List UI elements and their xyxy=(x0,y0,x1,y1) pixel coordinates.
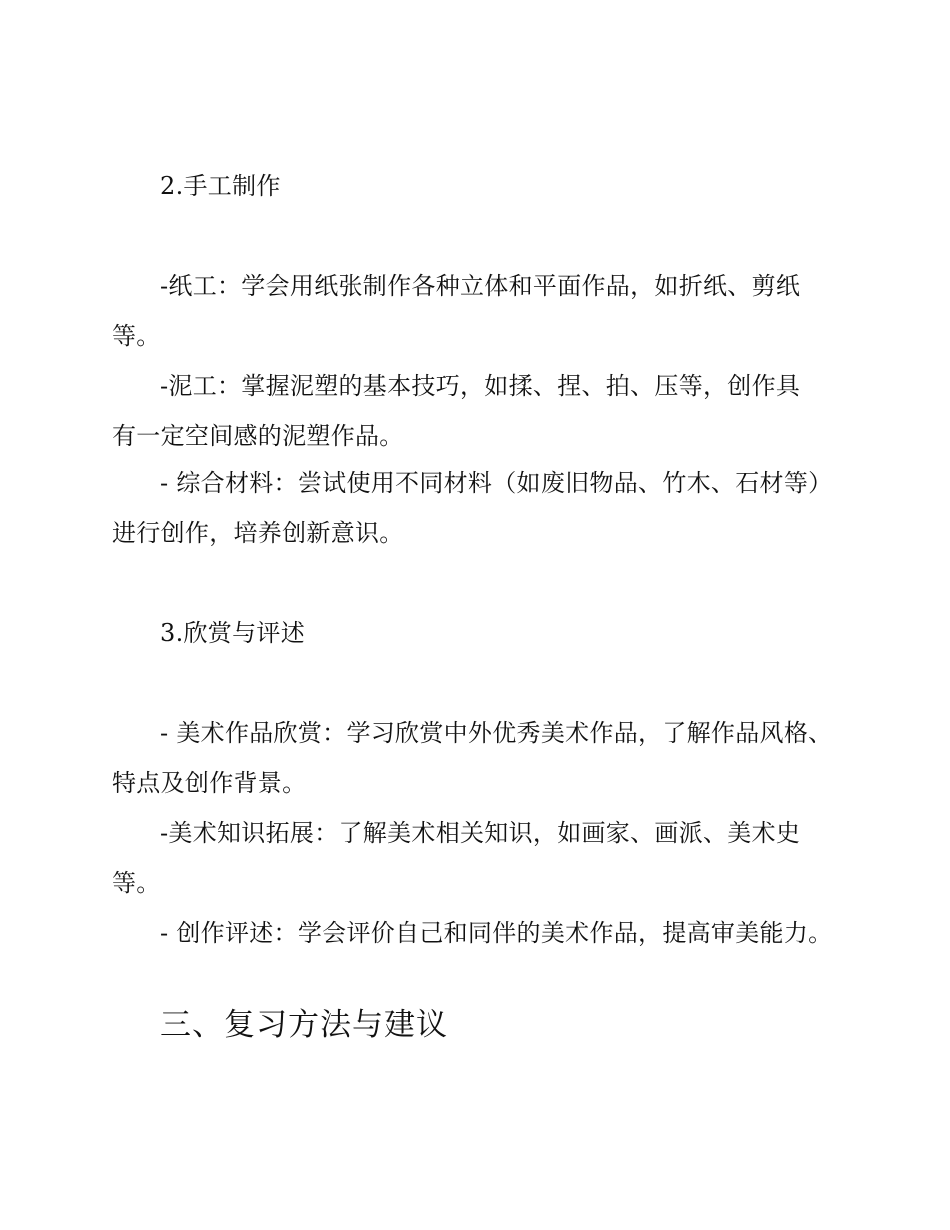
artwork-appreciation-line-1: - 美术作品欣赏：学习欣赏中外优秀美术作品，了解作品风格、 xyxy=(160,719,833,747)
paper-craft-line-2: 等。 xyxy=(112,322,161,350)
paper-craft-line-1: -纸工：学会用纸张制作各种立体和平面作品，如折纸、剪纸 xyxy=(160,272,801,300)
creative-review-line-1: - 创作评述：学会评价自己和同伴的美术作品，提高审美能力。 xyxy=(160,919,833,947)
clay-craft-line-2: 有一定空间感的泥塑作品。 xyxy=(112,422,404,450)
section-title-appreciation: 3.欣赏与评述 xyxy=(160,619,305,647)
chapter-heading: 三、复习方法与建议 xyxy=(160,1007,448,1043)
clay-craft-line-1: -泥工：掌握泥塑的基本技巧，如揉、捏、拍、压等，创作具 xyxy=(160,372,801,400)
section-title-handcraft: 2.手工制作 xyxy=(160,172,281,200)
mixed-material-line-2: 进行创作，培养创新意识。 xyxy=(112,519,404,547)
art-knowledge-line-2: 等。 xyxy=(112,869,161,897)
mixed-material-line-1: - 综合材料：尝试使用不同材料（如废旧物品、竹木、石材等） xyxy=(160,469,833,497)
artwork-appreciation-line-2: 特点及创作背景。 xyxy=(112,769,307,797)
art-knowledge-line-1: -美术知识拓展：了解美术相关知识，如画家、画派、美术史 xyxy=(160,819,801,847)
